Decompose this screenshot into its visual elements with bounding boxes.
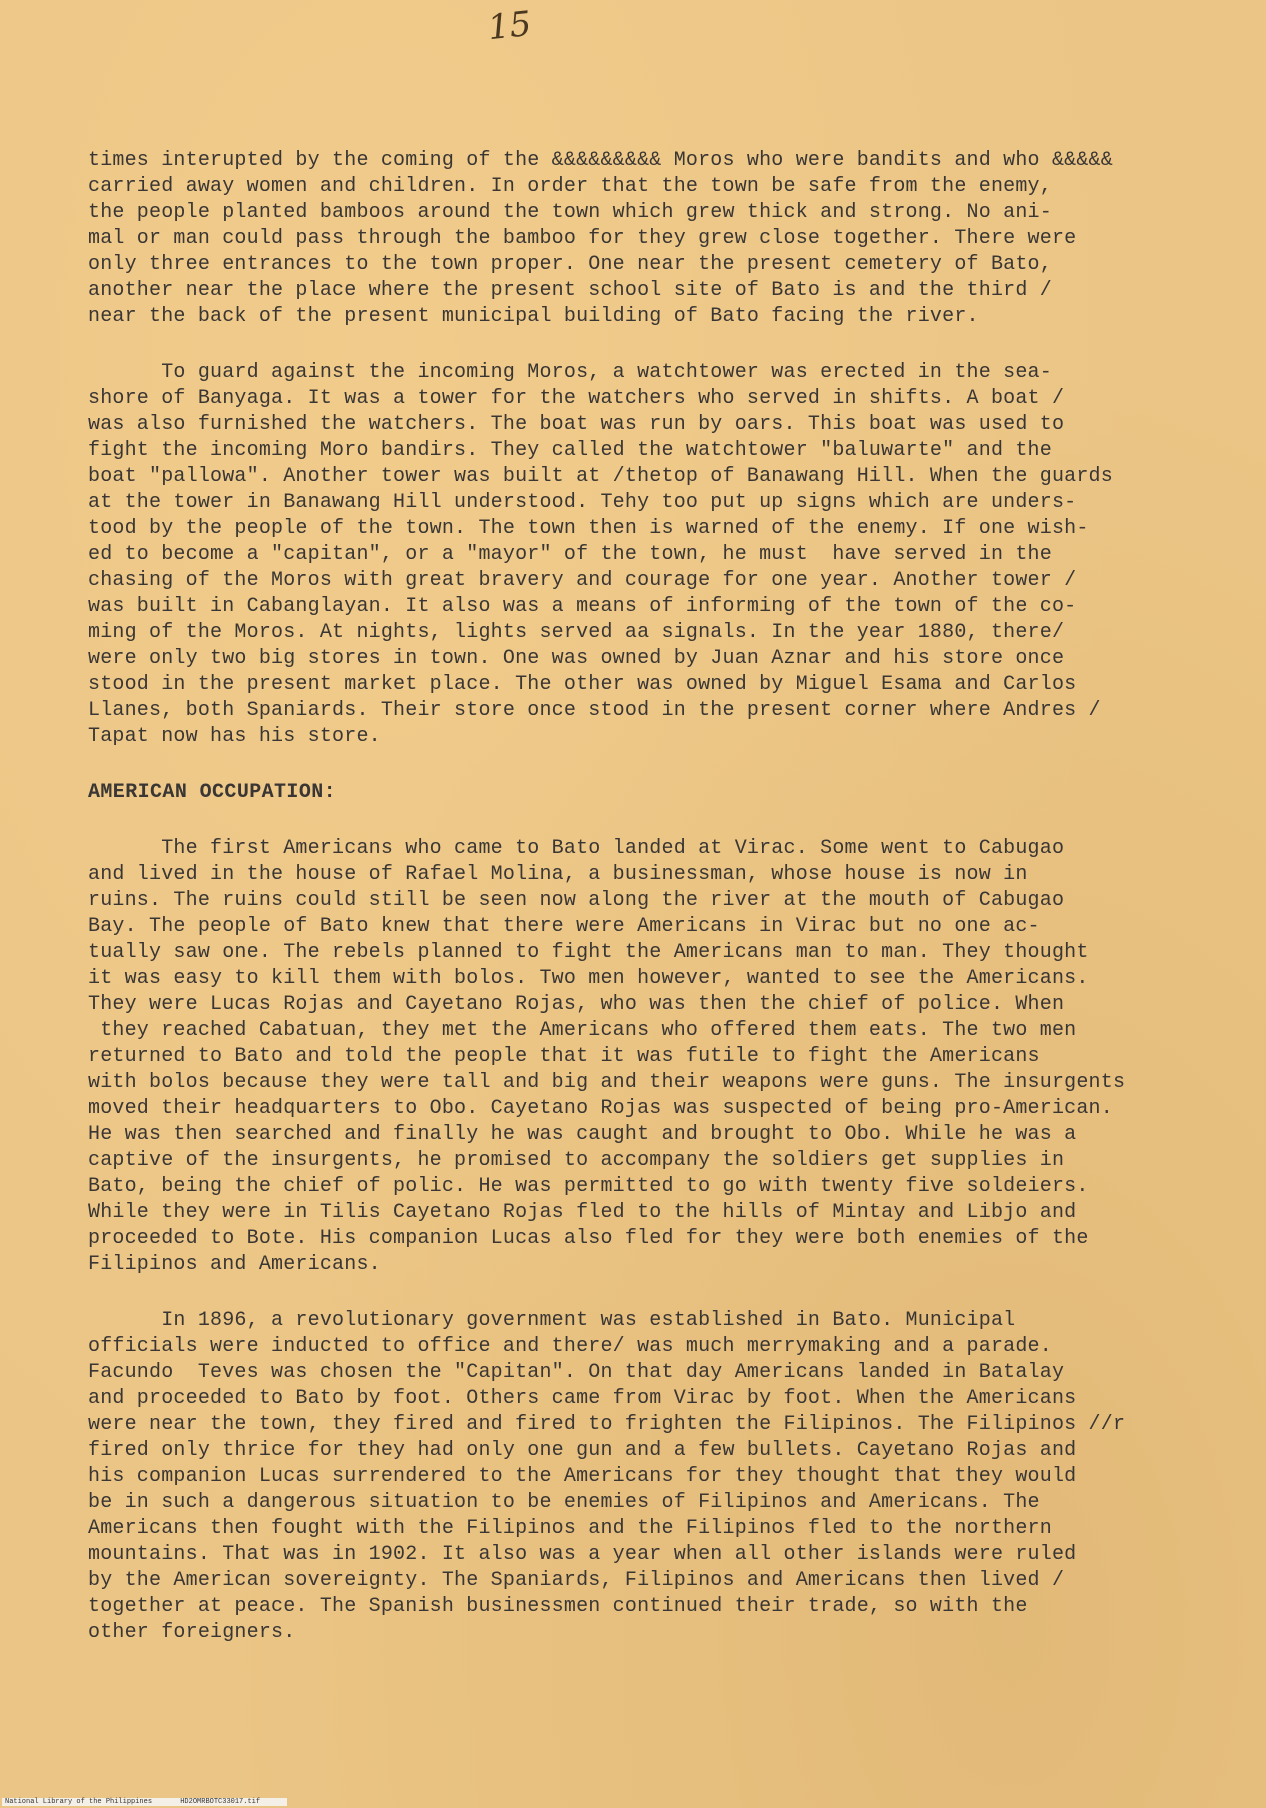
text-line: The first Americans who came to Bato landed at Virac. Some went to Cabugao [88, 837, 1065, 860]
text-line: his companion Lucas surrendered to the Americans for they thought that they would [88, 1465, 1077, 1488]
text-line: Llanes, both Spaniards. Their store once stood in the present corner where Andres / [88, 699, 1101, 722]
text-line: ruins. The ruins could still be seen now along the river at the mouth of Cabugao [88, 889, 1065, 912]
text-line: mountains. That was in 1902. It also was a year when all other islands were ruled [88, 1543, 1077, 1566]
text-line: officials were inducted to office and there/ was much merrymaking and a parade. [88, 1335, 1052, 1358]
text-line: fired only thrice for they had only one gun and a few bullets. Cayetano Rojas and [88, 1439, 1077, 1462]
text-line: Facundo Teves was chosen the "Capitan". On that day Americans landed in Batalay [88, 1361, 1065, 1384]
text-line: be in such a dangerous situation to be enemies of Filipinos and Americans. The [88, 1491, 1040, 1514]
paragraph-4 [88, 1308, 1238, 1646]
text-line: stood in the present market place. The other was owned by Miguel Esama and Carlos [88, 673, 1077, 696]
text-line: and lived in the house of Rafael Molina, a businessman, whose house is now in [88, 863, 1028, 886]
section-heading: AMERICAN OCCUPATION: [88, 781, 337, 804]
text-line: Bato, being the chief of polic. He was permitted to go with twenty five soldeiers. [88, 1175, 1089, 1198]
text-line: only three entrances to the town proper. One near the present cemetery of Bato, [88, 253, 1052, 276]
text-line: carried away women and children. In order that the town be safe from the enemy, [88, 175, 1052, 198]
text-line: at the tower in Banawang Hill understood. Tehy too put up signs which are unders- [88, 491, 1077, 514]
text-line: were near the town, they fired and fired to frighten the Filipinos. The Filipinos //r [88, 1413, 1126, 1436]
text-line: fight the incoming Moro bandirs. They called the watchtower "baluwarte" and the [88, 439, 1052, 462]
document-body [88, 148, 1238, 1646]
text-line: they reached Cabatuan, they met the Americans who offered them eats. The two men [88, 1019, 1077, 1042]
text-line: They were Lucas Rojas and Cayetano Rojas, who was then the chief of police. When [88, 993, 1065, 1016]
text-line: by the American sovereignty. The Spaniards, Filipinos and Americans then lived / [88, 1569, 1065, 1592]
scan-footer [2, 1798, 287, 1806]
text-line: together at peace. The Spanish businessmen continued their trade, so with the [88, 1595, 1028, 1618]
paragraph-3 [88, 836, 1238, 1278]
text-line: another near the place where the present school site of Bato is and the third / [88, 279, 1052, 302]
text-line: To guard against the incoming Moros, a watchtower was erected in the sea- [88, 361, 1052, 384]
text-line: Tapat now has his store. [88, 725, 381, 748]
page-number: 15 [486, 3, 534, 49]
text-line: shore of Banyaga. It was a tower for the watchers who served in shifts. A boat / [88, 387, 1065, 410]
text-line: ed to become a "capitan", or a "mayor" of the town, he must have served in the [88, 543, 1052, 566]
text-line: mal or man could pass through the bamboo for they grew close together. There were [88, 227, 1077, 250]
text-line: times interupted by the coming of the &&&&&&&&& Moros who were bandits and who &&&&& [88, 149, 1113, 172]
text-line: other foreigners. [88, 1621, 296, 1644]
text-line: In 1896, a revolutionary government was established in Bato. Municipal [88, 1309, 1016, 1332]
text-line: tually saw one. The rebels planned to fight the Americans man to man. They thought [88, 941, 1089, 964]
text-line: moved their headquarters to Obo. Cayetano Rojas was suspected of being pro-American. [88, 1097, 1113, 1120]
text-line: Americans then fought with the Filipinos and the Filipinos fled to the northern [88, 1517, 1052, 1540]
text-line: Bay. The people of Bato knew that there were Americans in Virac but no one ac- [88, 915, 1040, 938]
text-line: ming of the Moros. At nights, lights served aa signals. In the year 1880, there/ [88, 621, 1065, 644]
text-line: it was easy to kill them with bolos. Two men however, wanted to see the Americans. [88, 967, 1089, 990]
text-line: boat "pallowa". Another tower was built at /thetop of Banawang Hill. When the guards [88, 465, 1113, 488]
footer-library: National Library of the Philippines [5, 1798, 153, 1806]
text-line: While they were in Tilis Cayetano Rojas fled to the hills of Mintay and Libjo and [88, 1201, 1077, 1224]
text-line: was also furnished the watchers. The boat was run by oars. This boat was used to [88, 413, 1065, 436]
text-line: captive of the insurgents, he promised to accompany the soldiers get supplies in [88, 1149, 1065, 1172]
text-line: Filipinos and Americans. [88, 1253, 381, 1276]
paragraph-1 [88, 148, 1238, 330]
text-line: He was then searched and finally he was caught and brought to Obo. While he was a [88, 1123, 1077, 1146]
text-line: and proceeded to Bato by foot. Others came from Virac by foot. When the Americans [88, 1387, 1077, 1410]
text-line: with bolos because they were tall and big and their weapons were guns. The insurgents [88, 1071, 1126, 1094]
text-line: tood by the people of the town. The town then is warned of the enemy. If one wish- [88, 517, 1089, 540]
text-line: proceeded to Bote. His companion Lucas also fled for they were both enemies of the [88, 1227, 1089, 1250]
text-line: near the back of the present municipal building of Bato facing the river. [88, 305, 979, 328]
footer-file-id: HD2OMRBOTC33017.tif [180, 1798, 261, 1806]
paragraph-2 [88, 360, 1238, 750]
text-line: returned to Bato and told the people that it was futile to fight the Americans [88, 1045, 1040, 1068]
text-line: the people planted bamboos around the town which grew thick and strong. No ani- [88, 201, 1052, 224]
text-line: chasing of the Moros with great bravery and courage for one year. Another tower / [88, 569, 1077, 592]
text-line: was built in Cabanglayan. It also was a means of informing of the town of the co- [88, 595, 1077, 618]
text-line: were only two big stores in town. One was owned by Juan Aznar and his store once [88, 647, 1065, 670]
